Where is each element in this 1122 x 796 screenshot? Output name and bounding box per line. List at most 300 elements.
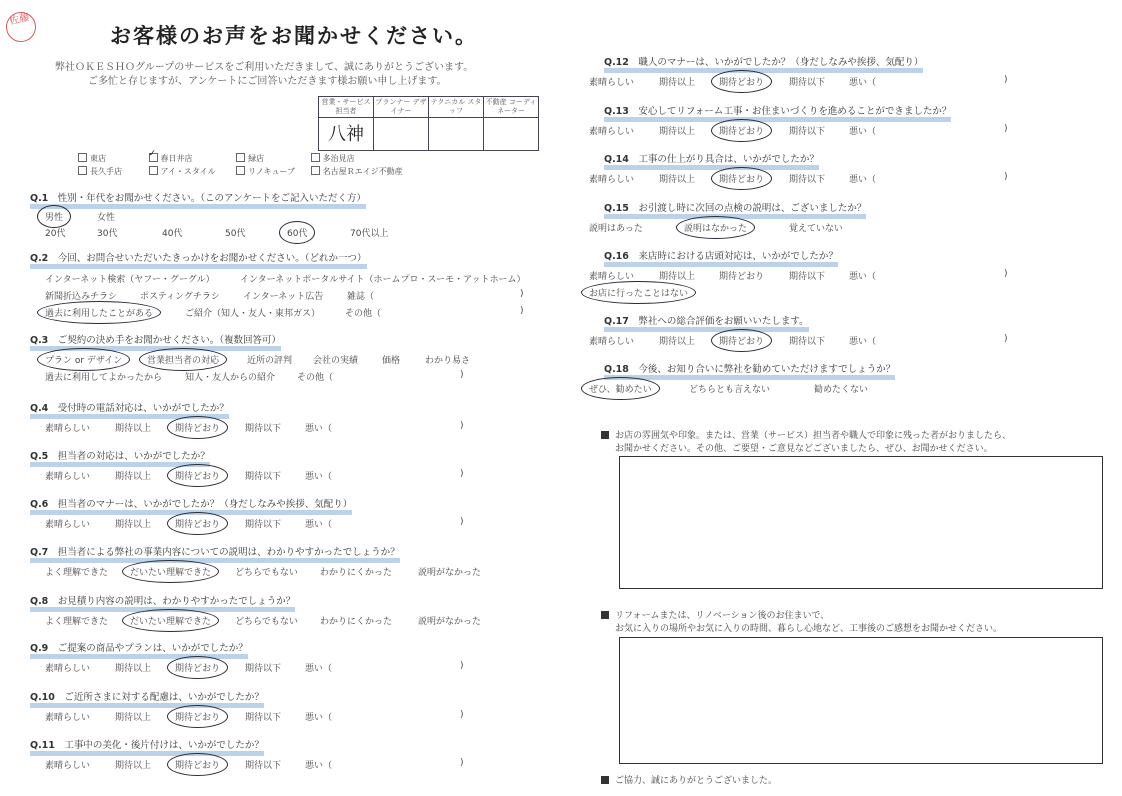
option-label: 悪い（ [305,713,333,723]
answer-option[interactable] [45,710,90,723]
option-label: ) [460,370,464,380]
answer-option[interactable] [849,75,876,88]
answer-option[interactable] [45,661,90,674]
store-option[interactable]: 東店 [78,153,136,164]
question-label: お見積り内容の説明は、わかりやすかったでしょうか？ [57,596,296,607]
answer-option[interactable] [235,614,298,627]
answer-option[interactable] [115,469,151,482]
question-text [30,741,264,756]
store-option[interactable]: 緑店 [236,153,298,164]
answer-option[interactable] [589,334,634,347]
staff-value-planner[interactable] [374,118,429,151]
option-label: よく理解できた [45,617,109,627]
question-number: Q.1 [30,193,58,204]
option-label: 素晴らしい [45,520,91,530]
answer-option[interactable] [789,334,825,347]
question-number: Q.14 [604,154,639,165]
staff-value-sales[interactable]: 八神 [319,118,374,151]
option-label: 過去に利用してよかったから [45,373,163,383]
question-heading [30,643,248,659]
option-label: その他（ [345,309,382,319]
question-label: 今後、お知り合いに弊社を勧めていただけますでしょうか？ [638,364,896,375]
question-number: Q.15 [604,203,639,214]
question-heading [604,57,923,73]
answer-option[interactable] [659,334,695,347]
question-label: 受付時の電話対応は、いかがでしたか？ [57,403,229,414]
answer-option[interactable] [849,334,876,347]
option-label: 期待どおり [719,272,765,282]
answer-option[interactable] [235,565,298,578]
answer-option-selected[interactable] [45,353,122,366]
question-heading [30,740,264,756]
option-label: 悪い（ [305,520,333,530]
paren-close [460,661,464,671]
option-label: よく理解できた [45,568,109,578]
answer-option[interactable] [115,421,151,434]
answer-option[interactable] [45,565,108,578]
option-label: 期待以下 [245,761,282,771]
answer-option-selected[interactable] [684,221,747,234]
question-number: Q.11 [30,740,65,751]
answer-option[interactable] [320,565,392,578]
answer-option[interactable] [45,272,215,285]
option-label: 期待以上 [115,472,152,482]
option-label: 悪い（ [849,127,877,137]
intro-line-1: 弊社ＯＫＥＳＨＯグループのサービスをご利用いただきまして、誠にありがとうございます。 [55,62,474,73]
option-label: インターネット検索（ヤフー・グーグル） [45,275,215,285]
option-label: 素晴らしい [589,175,635,185]
answer-option[interactable] [245,421,281,434]
answer-option[interactable] [589,124,634,137]
option-label: 悪い（ [849,337,877,347]
answer-option-selected[interactable] [175,469,220,482]
option-label: 期待どおり [175,421,220,434]
staff-header-technical: テクニカル スタッフ [429,97,484,118]
answer-option[interactable] [140,289,220,302]
paren-close [460,421,464,431]
question-number: Q.7 [30,547,58,558]
option-label: 期待以上 [659,78,696,88]
question-heading [30,692,264,708]
store-option[interactable]: ✓ 春日井店 [149,153,224,164]
option-label: 期待以上 [115,520,152,530]
option-label: だいたい理解できた [130,565,211,578]
option-label: プラン or デザイン [45,353,122,366]
paren-close [460,370,464,380]
option-label: 期待以上 [115,713,152,723]
answer-option[interactable] [814,382,868,395]
answer-option[interactable] [297,370,333,383]
answer-option[interactable] [185,370,275,383]
answer-option[interactable] [849,269,876,282]
question-label: ご近所さまに対する配慮は、いかがでしたか？ [64,692,264,703]
option-label: ) [460,710,464,720]
option-label: どちらでもない [235,617,298,627]
answer-option[interactable] [240,272,525,285]
option-label: わかりにくかった [320,617,393,627]
option-label: わかりにくかった [320,568,393,578]
option-label: 期待以下 [245,664,282,674]
question-text [604,155,819,170]
answer-option[interactable] [45,517,90,530]
answer-option-selected[interactable] [175,758,220,771]
answer-option[interactable] [97,226,117,239]
option-label: ご紹介（知人・友人・東邦ガス） [185,309,321,319]
option-label: 素晴らしい [45,472,91,482]
answer-option[interactable] [162,226,182,239]
question-label: 担当者による弊社の事業内容についての説明は、わかりやすかったでしょうか？ [57,547,400,558]
option-label: 期待どおり [175,517,220,530]
paren-close [460,758,464,768]
option-label: 期待以上 [115,664,152,674]
answer-option[interactable] [97,210,115,223]
store-checkbox-row-2 [78,166,413,177]
store-option[interactable]: 長久手店 [78,166,136,177]
paren-close [460,469,464,479]
question-text [604,58,923,73]
option-label: 女性 [97,213,116,223]
paren-close [1004,75,1008,85]
bullet-square-icon [601,431,609,439]
option-label: 素晴らしい [589,78,635,88]
option-label: ) [1004,124,1008,134]
question-number: Q.18 [604,364,639,375]
answer-option-selected[interactable] [45,210,63,223]
option-label: その他（ [297,373,334,383]
question-number: Q.3 [30,335,58,346]
option-label: ) [520,289,524,299]
option-label: 勧めたくない [814,385,869,395]
option-label: ) [520,306,524,316]
question-number: Q.13 [604,106,639,117]
answer-option-selected[interactable] [45,306,153,319]
answer-option[interactable] [849,172,876,185]
question-heading [30,547,400,563]
answer-option[interactable] [313,353,358,366]
option-label: 50代 [225,229,246,239]
option-label: 説明がなかった [418,617,482,627]
answer-option[interactable] [225,226,245,239]
question-label: 工事の仕上がり具合は、いかがでしたか？ [638,154,819,165]
paren-close [1004,172,1008,182]
paren-close [1004,334,1008,344]
option-label: 男性 [45,210,63,223]
answer-option[interactable] [245,517,281,530]
question-label: 来店時における店頭対応は、いかがでしたか？ [638,251,838,262]
answer-option-selected[interactable] [719,75,764,88]
option-label: 雑誌（ [347,292,375,302]
question-number: Q.8 [30,596,58,607]
option-label: だいたい理解できた [130,614,211,627]
question-label: 職人のマナーは、いかがでしたか？（身だしなみや挨拶、気配り） [638,57,924,68]
question-number: Q.2 [30,253,58,264]
question-text [604,107,951,122]
option-label: ポスティングチラシ [140,292,220,302]
question-number: Q.17 [604,316,639,327]
question-text [604,252,838,267]
question-number: Q.16 [604,251,639,262]
option-label: 20代 [45,229,66,239]
answer-option[interactable] [659,75,695,88]
option-label: 価格 [382,356,401,366]
option-label: 会社の実績 [313,356,359,366]
option-label: 期待以上 [659,272,696,282]
answer-option[interactable] [45,226,65,239]
option-label: 期待以下 [789,175,826,185]
option-label: どちらとも言えない [689,385,771,395]
option-label: ) [460,421,464,431]
answer-option[interactable] [115,710,151,723]
paren-close [1004,269,1008,279]
option-label: 期待以下 [245,713,282,723]
option-label: 期待どおり [175,469,220,482]
answer-option[interactable] [347,289,374,302]
answer-option[interactable] [247,353,292,366]
answer-option-selected[interactable] [175,517,220,530]
answer-option-selected[interactable] [175,661,220,674]
option-label: 悪い（ [305,664,333,674]
answer-option[interactable] [245,758,281,771]
answer-option[interactable] [689,382,770,395]
option-label: ) [460,758,464,768]
option-label: ) [1004,334,1008,344]
question-number: Q.10 [30,692,65,703]
answer-option[interactable] [305,758,332,771]
option-label: 知人・友人からの紹介 [185,373,276,383]
option-label: 近所の評判 [247,356,293,366]
answer-option[interactable] [245,661,281,674]
answer-option[interactable] [245,710,281,723]
option-label: 期待どおり [719,124,764,137]
option-label: 期待以上 [115,424,152,434]
staff-header-realestate: 不動産 コーディネーター [484,97,539,118]
intro-line-2: ご多忙と存じますが、アンケートにご回答いただきます様お願い申し上げます。 [88,76,447,87]
option-label: 素晴らしい [589,337,635,347]
answer-option[interactable] [589,75,634,88]
seal-stamp: 佐藤 [3,9,39,45]
option-label: 悪い（ [305,424,333,434]
option-label: 期待どおり [175,661,220,674]
option-label: 期待以下 [789,127,826,137]
question-heading [30,253,367,269]
option-label: ) [460,517,464,527]
option-label: わかり易さ [425,356,471,366]
answer-option[interactable] [789,269,825,282]
option-label: 60代 [287,226,307,239]
answer-option[interactable] [849,124,876,137]
option-label: 悪い（ [849,272,877,282]
answer-option[interactable] [305,517,332,530]
answer-option-selected[interactable] [130,614,211,627]
option-label: お店に行ったことはない [589,286,688,299]
answer-option[interactable] [350,226,388,239]
answer-option[interactable] [305,710,332,723]
answer-option[interactable] [305,469,332,482]
option-label: 期待以下 [789,337,826,347]
paren-close [460,710,464,720]
question-label: 工事中の美化・後片付けは、いかがでしたか？ [64,740,264,751]
answer-option-selected[interactable] [175,710,220,723]
answer-option[interactable] [185,306,320,319]
option-label: 素晴らしい [45,424,91,434]
question-heading [604,251,838,267]
option-label: 期待以下 [789,272,826,282]
staff-value-realestate[interactable] [484,118,539,151]
option-label: 期待以下 [245,424,282,434]
answer-option[interactable] [305,421,332,434]
question-text [30,644,248,659]
option-label: ) [460,661,464,671]
store-option[interactable]: 名古屋Ｒエイジ不動産 [311,166,403,177]
answer-option[interactable] [245,469,281,482]
question-text [30,548,400,563]
option-label: 30代 [97,229,118,239]
question-label: お引渡し時に次回の点検の説明は、ございましたか？ [638,203,867,214]
answer-option[interactable] [789,124,825,137]
option-label: どちらでもない [235,568,298,578]
question-text [604,365,895,380]
answer-option[interactable] [659,269,695,282]
question-label: 弊社への総合評価をお願いいたします。 [638,316,809,327]
option-label: 悪い（ [305,472,333,482]
option-label: 素晴らしい [589,127,635,137]
answer-option[interactable] [589,172,634,185]
question-label: 性別・年代をお聞かせください。（このアンケートをご記入いただく方） [57,193,366,204]
option-label: 悪い（ [849,78,877,88]
answer-option[interactable] [659,172,695,185]
paren-close [460,517,464,527]
answer-option[interactable] [589,269,634,282]
answer-option-selected[interactable] [719,124,764,137]
paren-close [1004,124,1008,134]
question-number: Q.4 [30,403,58,414]
option-label: 悪い（ [305,761,333,771]
question-label: 安心してリフォーム工事・お住まいづくりを進めることができましたか？ [638,106,952,117]
option-label: 期待どおり [719,334,764,347]
option-label: 期待どおり [175,758,220,771]
answer-option[interactable] [45,289,117,302]
answer-option[interactable] [305,661,332,674]
staff-table [318,96,539,151]
bullet-square-icon [601,776,609,784]
question-label: 担当者のマナーは、いかがでしたか？（身だしなみや挨拶、気配り） [57,499,353,510]
answer-option[interactable] [45,469,90,482]
option-label: 素晴らしい [45,713,91,723]
question-text [604,317,809,332]
answer-option[interactable] [418,565,481,578]
option-label: 素晴らしい [45,761,91,771]
option-label: 悪い（ [849,175,877,185]
answer-option[interactable] [115,517,151,530]
question-number: Q.12 [604,57,639,68]
answer-option[interactable] [382,353,400,366]
comment-textbox[interactable] [619,456,1103,589]
comment-prompt: お店の雰囲気や印象。または、営業（サービス）担当者や職人で印象に残った者がおりましたら、 お聞かせください。その他、ご要望・ご意見などございましたら、ぜひ、お聞かせください。 [601,428,1011,454]
answer-option[interactable] [320,614,392,627]
answer-option[interactable] [789,172,825,185]
question-number: Q.6 [30,499,58,510]
option-label: 期待以下 [245,520,282,530]
answer-option[interactable] [45,370,162,383]
option-label: 期待以上 [659,175,696,185]
staff-value-technical[interactable] [429,118,484,151]
option-label: 覚えていない [789,224,844,234]
option-label: ) [1004,172,1008,182]
option-label: ) [1004,269,1008,279]
impression-textbox[interactable] [619,637,1103,764]
bullet-square-icon [601,611,609,619]
option-label: 素晴らしい [45,664,91,674]
answer-option-selected[interactable] [147,353,219,366]
option-label: 営業担当者の対応 [147,353,219,366]
option-label: 期待以上 [659,337,696,347]
question-label: ご提案の商品やプランは、いかがでしたか？ [57,643,248,654]
answer-option[interactable] [719,269,764,282]
answer-option-selected[interactable] [719,172,764,185]
store-option[interactable]: アイ・スタイル [149,166,224,177]
impression-prompt: リフォームまたは、リノベーション後のお住まいで、 お気に入りの場所やお気に入りの時間、暮らし心地など、工事後のご感想をお聞かせください。 [601,608,1002,634]
question-label: 担当者の対応は、いかがでしたか？ [57,451,210,462]
answer-option[interactable] [45,421,90,434]
question-text [30,194,366,209]
thanks-text: ご協力、誠にありがとうございました。 [601,773,777,786]
question-heading [30,193,366,209]
answer-option[interactable] [589,221,643,234]
answer-option[interactable] [789,221,843,234]
answer-option-selected[interactable] [175,421,220,434]
question-text [30,693,264,708]
question-label: ご契約の決め手をお聞かせください。（複数回答可） [57,335,282,346]
option-label: ) [1004,75,1008,85]
answer-option[interactable] [115,758,151,771]
answer-option[interactable] [789,75,825,88]
option-label: 説明はなかった [684,221,747,234]
answer-option[interactable] [659,124,695,137]
option-label: 説明はあった [589,224,643,234]
option-label: 期待どおり [719,172,764,185]
question-heading [604,106,951,122]
store-option[interactable]: リノキューブ [236,166,298,177]
option-label: ぜひ、勧めたい [589,382,652,395]
option-label: 素晴らしい [589,272,635,282]
answer-option[interactable] [115,661,151,674]
option-label: インターネット広告 [243,292,324,302]
answer-option[interactable] [418,614,481,627]
answer-option-selected[interactable] [130,565,211,578]
answer-option[interactable] [425,353,470,366]
question-text [30,254,367,269]
answer-option-selected[interactable] [719,334,764,347]
answer-option[interactable] [345,306,381,319]
answer-option[interactable] [45,758,90,771]
answer-option-selected[interactable] [287,226,307,239]
staff-header-sales: 営業・サービス 担当者 [319,97,374,118]
answer-option-selected[interactable] [589,382,652,395]
page-title: お客様のお声をお聞かせください。 [110,24,478,48]
answer-option[interactable] [45,614,108,627]
option-label: 過去に利用したことがある [45,306,153,319]
paren-close [520,289,524,299]
question-number: Q.9 [30,643,58,654]
option-label: 説明がなかった [418,568,482,578]
question-label: 今回、お問合せいただいたきっかけをお聞かせください。（どれか一つ） [57,253,367,264]
store-option[interactable]: 多治見店 [311,153,355,164]
answer-option[interactable] [243,289,323,302]
option-label: 70代以上 [350,229,389,239]
store-checkbox-row-1 [78,153,365,164]
option-label: 40代 [162,229,183,239]
answer-option-selected[interactable] [589,286,688,299]
